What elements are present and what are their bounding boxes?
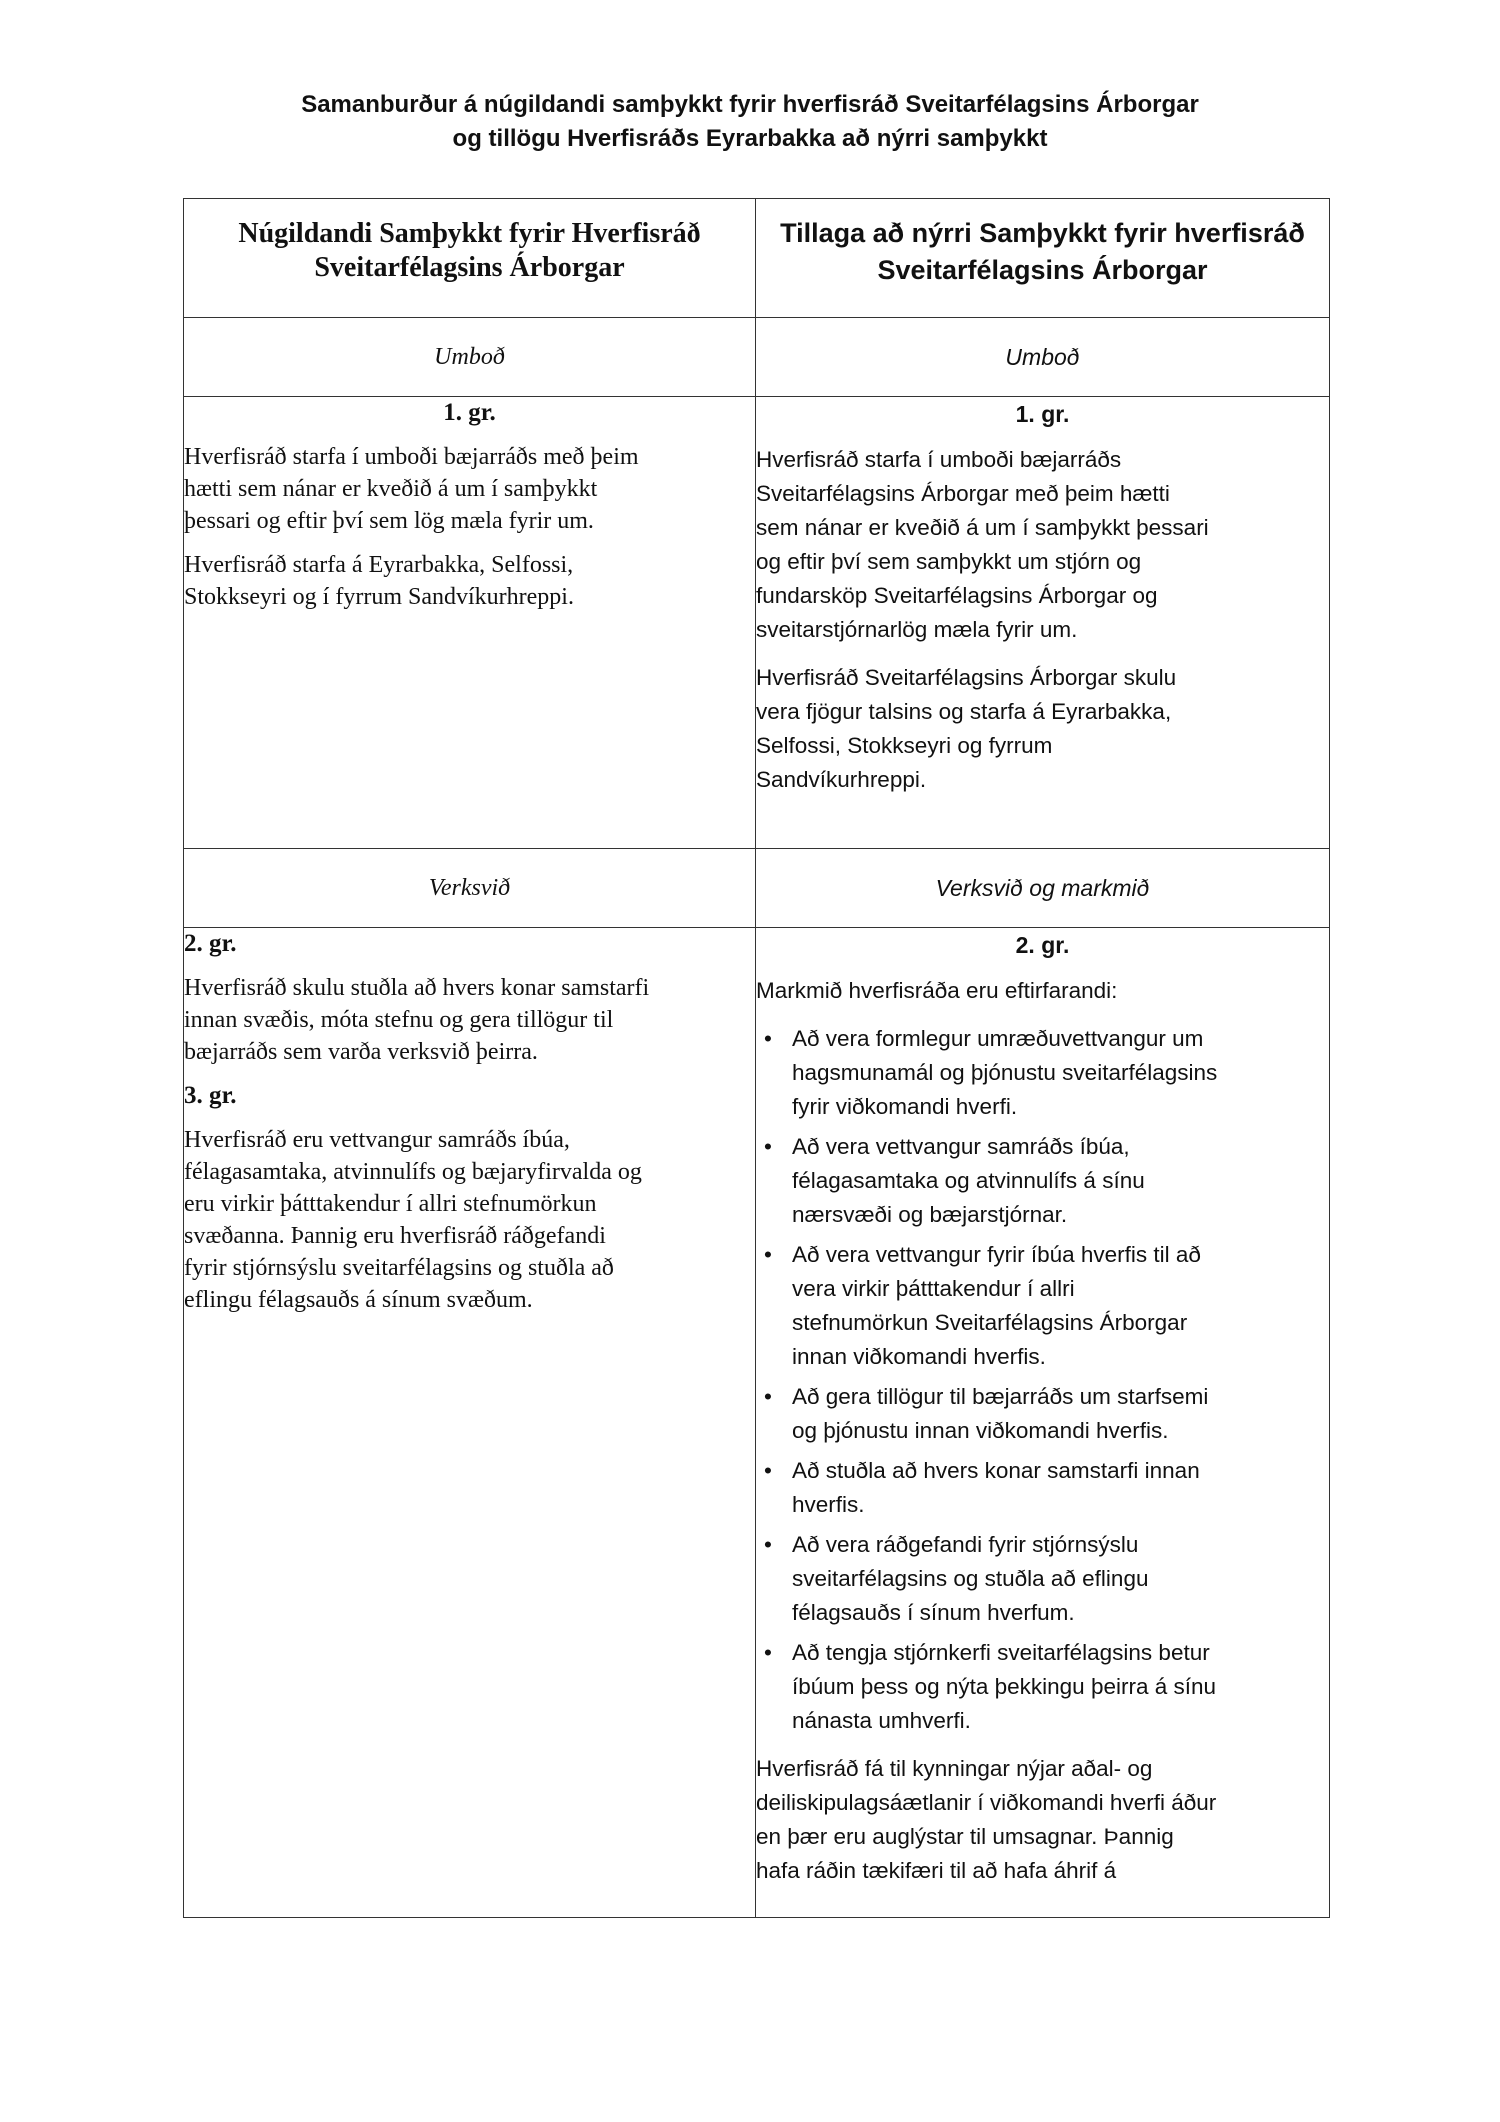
text-line: félagsauðs í sínum hverfum.: [792, 1600, 1075, 1625]
right-article-1-paragraph-2: [756, 661, 1329, 797]
content-row-article-2: [184, 928, 1330, 1918]
right-section-title-cell: [756, 318, 1330, 397]
page-title-line-2: og tillögu Hverfisráðs Eyrarbakka að nýrri samþykkt: [452, 125, 1048, 152]
text-line: Að vera vettvangur fyrir íbúa hverfis til að: [792, 1242, 1201, 1267]
right-section-title-cell: [756, 849, 1330, 928]
text-line: innan svæðis, móta stefnu og gera tillögur til: [184, 1007, 614, 1033]
text-line: félagasamtaka, atvinnulífs og bæjaryfirvalda og: [184, 1159, 642, 1185]
list-item: [756, 1528, 1329, 1630]
page-title: [0, 88, 1500, 156]
text-line: bæjarráðs sem varða verksvið þeirra.: [184, 1039, 538, 1065]
text-line: fyrir stjórnsýslu sveitarfélagsins og stuðla að: [184, 1255, 614, 1281]
left-article-3-heading: 3. gr.: [184, 1082, 237, 1109]
text-line: eru virkir þátttakendur í allri stefnumörkun: [184, 1191, 597, 1217]
right-article-2-cell: [756, 928, 1330, 1918]
text-line: Að tengja stjórnkerfi sveitarfélagsins betur: [792, 1640, 1210, 1665]
text-line: Að vera vettvangur samráðs íbúa,: [792, 1134, 1130, 1159]
text-line: sem nánar er kveðið á um í samþykkt þessari: [756, 515, 1209, 540]
list-item: [756, 1022, 1329, 1124]
right-header-line-2: Sveitarfélagsins Árborgar: [877, 255, 1208, 285]
text-line: þessari og eftir því sem lög mæla fyrir um.: [184, 508, 594, 534]
text-line: Hverfisráð Sveitarfélagsins Árborgar skulu: [756, 665, 1177, 690]
right-article-2-heading: 2. gr.: [1015, 932, 1070, 958]
section-title-row-verksvid: [184, 849, 1330, 928]
text-line: stefnumörkun Sveitarfélagsins Árborgar: [792, 1310, 1188, 1335]
left-section-title-cell: [184, 318, 756, 397]
comparison-table: [183, 198, 1330, 1918]
left-article-3-paragraph: [184, 1124, 755, 1316]
text-line: Hverfisráð starfa í umboði bæjarráðs með þeim: [184, 444, 639, 470]
list-item: [756, 1636, 1329, 1738]
left-section-title: Verksvið: [428, 875, 511, 901]
text-line: Að vera ráðgefandi fyrir stjórnsýslu: [792, 1532, 1139, 1557]
text-line: Selfossi, Stokkseyri og fyrrum: [756, 733, 1053, 758]
text-line: sveitarstjórnarlög mæla fyrir um.: [756, 617, 1078, 642]
text-line: eflingu félagsauðs á sínum svæðum.: [184, 1287, 533, 1313]
bullet-icon: •: [764, 1026, 772, 1051]
text-line: vera virkir þátttakendur í allri: [792, 1276, 1075, 1301]
right-article-1-cell: [756, 397, 1330, 849]
text-line: nánasta umhverfi.: [792, 1708, 971, 1733]
list-item: [756, 1380, 1329, 1448]
table-header-row: [184, 199, 1330, 318]
left-header-line-1: Núgildandi Samþykkt fyrir Hverfisráð: [238, 218, 701, 249]
goals-list: [756, 1022, 1329, 1738]
text-line: Hverfisráð eru vettvangur samráðs íbúa,: [184, 1127, 570, 1153]
text-line: Sandvíkurhreppi.: [756, 767, 927, 792]
list-item: [756, 1454, 1329, 1522]
bullet-icon: •: [764, 1134, 772, 1159]
text-line: Stokkseyri og í fyrrum Sandvíkurhreppi.: [184, 584, 574, 610]
left-article-1-paragraph-2: [184, 549, 755, 613]
text-line: hagsmunamál og þjónustu sveitarfélagsins: [792, 1060, 1218, 1085]
list-item: [756, 1238, 1329, 1374]
text-line: og þjónustu innan viðkomandi hverfis.: [792, 1418, 1169, 1443]
text-line: Hverfisráð skulu stuðla að hvers konar samstarfi: [184, 975, 650, 1001]
text-line: Að vera formlegur umræðuvettvangur um: [792, 1026, 1204, 1051]
text-line: hverfis.: [792, 1492, 865, 1517]
left-article-2-cell: [184, 928, 756, 1918]
bullet-icon: •: [764, 1532, 772, 1557]
text-line: en þær eru auglýstar til umsagnar. Þannig: [756, 1824, 1174, 1849]
content-row-article-1: [184, 397, 1330, 849]
right-section-title: Umboð: [1005, 344, 1080, 370]
left-article-2-heading: 2. gr.: [184, 930, 237, 957]
left-section-title-cell: [184, 849, 756, 928]
left-article-2-paragraph: [184, 972, 755, 1068]
bullet-icon: •: [764, 1384, 772, 1409]
list-item: [756, 1130, 1329, 1232]
text-line: íbúum þess og nýta þekkingu þeirra á sínu: [792, 1674, 1217, 1699]
left-header-line-2: Sveitarfélagsins Árborgar: [314, 252, 625, 283]
left-column-header: [184, 199, 756, 318]
right-article-2-closing-paragraph: [756, 1752, 1329, 1888]
text-line: Hverfisráð fá til kynningar nýjar aðal- og: [756, 1756, 1153, 1781]
text-line: Hverfisráð starfa í umboði bæjarráðs: [756, 447, 1122, 472]
right-article-2-intro: Markmið hverfisráða eru eftirfarandi:: [756, 978, 1118, 1003]
right-section-title: Verksvið og markmið: [935, 875, 1150, 901]
text-line: og eftir því sem samþykkt um stjórn og: [756, 549, 1142, 574]
left-section-title: Umboð: [434, 344, 505, 370]
right-article-1-paragraph-1: [756, 443, 1329, 647]
right-header-line-1: Tillaga að nýrri Samþykkt fyrir hverfisráð: [780, 218, 1305, 248]
text-line: Að stuðla að hvers konar samstarfi innan: [792, 1458, 1200, 1483]
left-article-1-cell: [184, 397, 756, 849]
text-line: Að gera tillögur til bæjarráðs um starfsemi: [792, 1384, 1209, 1409]
text-line: innan viðkomandi hverfis.: [792, 1344, 1046, 1369]
text-line: svæðanna. Þannig eru hverfisráð ráðgefandi: [184, 1223, 606, 1249]
right-column-header: [756, 199, 1330, 318]
text-line: Hverfisráð starfa á Eyrarbakka, Selfossi,: [184, 552, 574, 578]
text-line: Sveitarfélagsins Árborgar með þeim hætti: [756, 481, 1170, 506]
bullet-icon: •: [764, 1640, 772, 1665]
section-title-row-umbod: [184, 318, 1330, 397]
left-article-1-paragraph-1: [184, 441, 755, 537]
text-line: vera fjögur talsins og starfa á Eyrarbakka,: [756, 699, 1172, 724]
page-title-line-1: Samanburður á núgildandi samþykkt fyrir hverfisráð Sveitarfélagsins Árborgar: [301, 91, 1199, 118]
text-line: sveitarfélagsins og stuðla að eflingu: [792, 1566, 1149, 1591]
text-line: fyrir viðkomandi hverfi.: [792, 1094, 1018, 1119]
text-line: nærsvæði og bæjarstjórnar.: [792, 1202, 1068, 1227]
text-line: deiliskipulagsáætlanir í viðkomandi hverfi áður: [756, 1790, 1217, 1815]
right-article-1-heading: 1. gr.: [1015, 401, 1070, 427]
text-line: hætti sem nánar er kveðið á um í samþykkt: [184, 476, 598, 502]
left-article-1-heading: 1. gr.: [443, 399, 496, 426]
bullet-icon: •: [764, 1242, 772, 1267]
text-line: félagasamtaka og atvinnulífs á sínu: [792, 1168, 1145, 1193]
bullet-icon: •: [764, 1458, 772, 1483]
text-line: hafa ráðin tækifæri til að hafa áhrif á: [756, 1858, 1117, 1883]
text-line: fundarsköp Sveitarfélagsins Árborgar og: [756, 583, 1158, 608]
